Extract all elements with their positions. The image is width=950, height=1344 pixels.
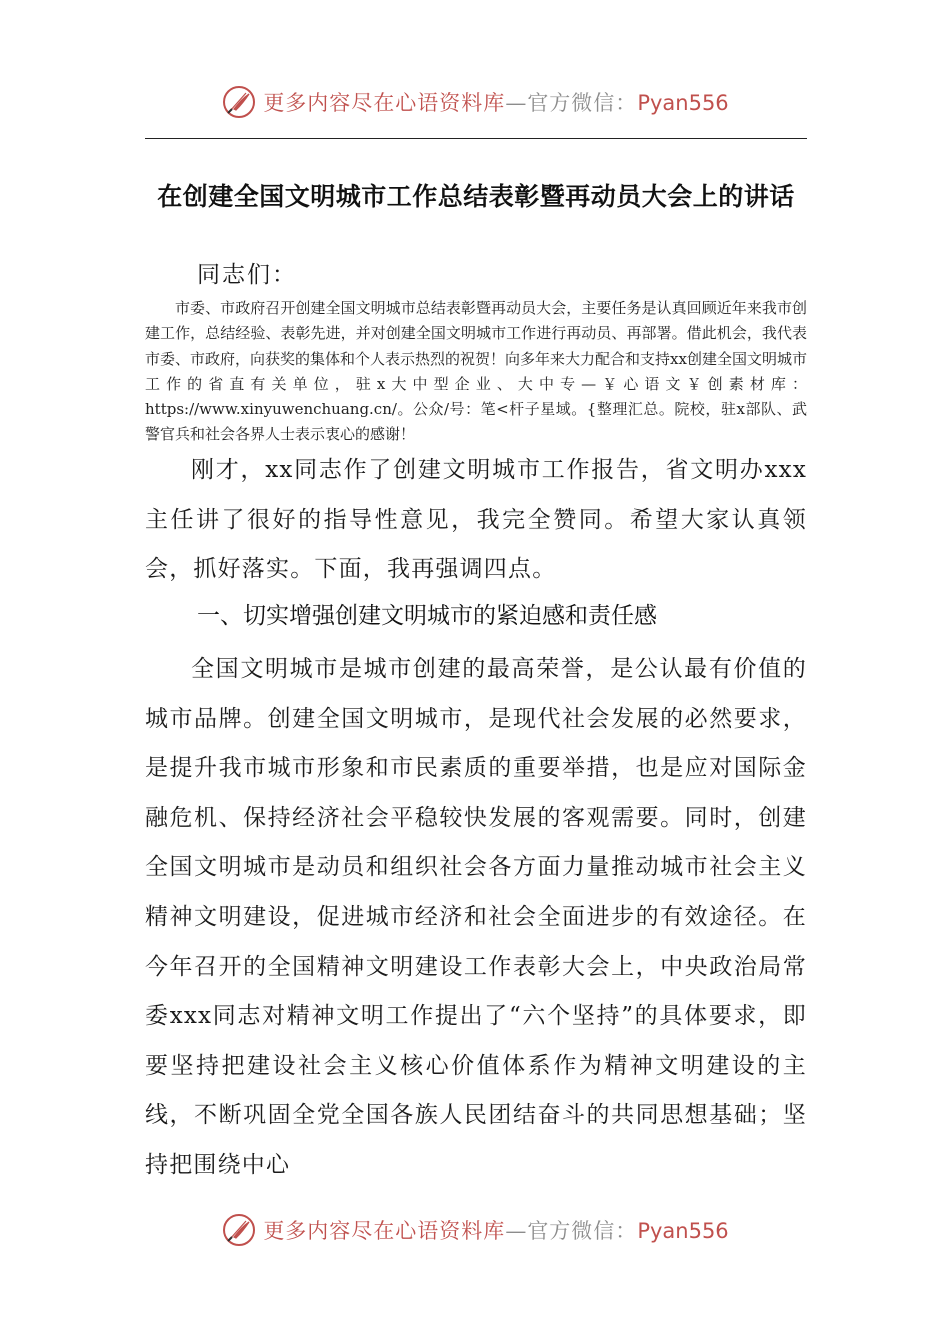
watermark-text: 更多内容尽在心语资料库—官方微信：Pyan556 [263,91,729,115]
paragraph-1: 刚才，xx同志作了创建文明城市工作报告，省文明办xxx主任讲了很好的指导性意见，我完全赞同。希望大家认真领会，抓好落实。下面，我再强调四点。 [145,457,807,583]
section-heading-1: 一、切实增强创建文明城市的紧迫感和责任感 [197,603,657,629]
footer-watermark [0,1208,950,1252]
paragraph-2: 全国文明城市是城市创建的最高荣誉，是公认最有价值的城市品牌。创建全国文明城市，是现代社会发展的必然要求，是提升我市城市形象和市民素质的重要举措，也是应对国际金融危机、保持经济社会平稳较快发展的客观需要。同时，创建全国文明城市是动员和组织社会各方面力量推动城市社会主义精神文明建设，促进城市经济和社会全面进步的有效途径。在今年召开的全国精神文明建设工作表彰大会上，中央政治局常委xxx同志对精神文明工作提出了“六个坚持”的具体要求，即要坚持把建设社会主义核心价值体系作为精神文明建设的主线，不断巩固全党全国各族人民团结奋斗的共同思想基础；坚持把围绕中心 [145,656,807,1178]
watermark-text: 更多内容尽在心语资料库—官方微信：Pyan556 [263,1219,729,1243]
greeting: 同志们： [197,262,297,288]
quill-pen-logo-icon [221,84,257,120]
quill-pen-logo-icon [221,1212,257,1248]
intro-paragraph: 市委、市政府召开创建全国文明城市总结表彰暨再动员大会，主要任务是认真回顾近年来我市创建工作，总结经验、表彰先进，并对创建全国文明城市工作进行再动员、再部署。借此机会，我代表市委、市政府，向获奖的集体和个人表示热烈的祝贺！向多年来大力配合和支持xx创建全国文明城市工作的省直有关单位，驻x大中型企业、大中专—￥心语文￥创素材库：https://www.xinyuwenchuang.cn/。公众/号：笔<杆子星域。{整理汇总。院校，驻x部队、武警官兵和社会各界人士表示衷心的感谢！ [145,299,807,444]
header-watermark [0,80,950,124]
header-divider [145,138,807,139]
document-title: 在创建全国文明城市工作总结表彰暨再动员大会上的讲话 [157,182,795,211]
